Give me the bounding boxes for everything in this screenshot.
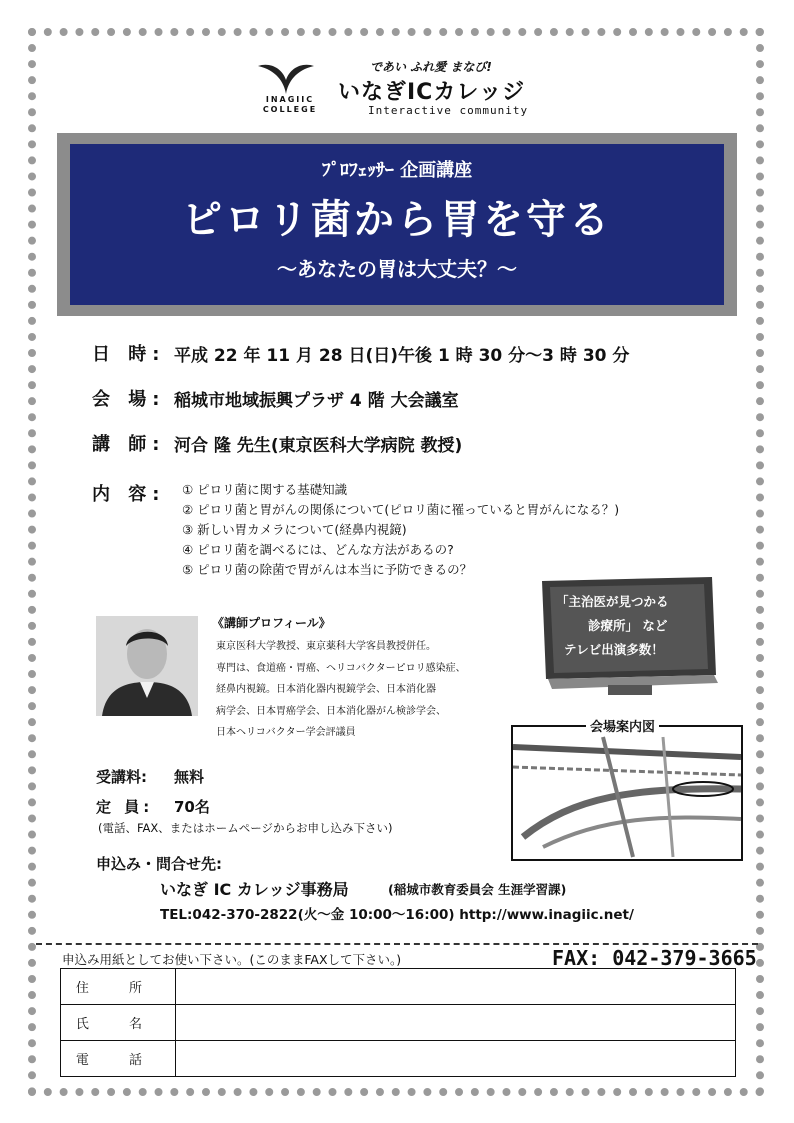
fee-value: 無料 bbox=[174, 768, 205, 786]
map-title: 会場案内図 bbox=[586, 716, 659, 735]
college-english-name: Interactive community bbox=[368, 104, 529, 117]
name-label: 氏 名 bbox=[61, 1005, 176, 1041]
list-item: ⑤ ピロリ菌の除菌で胃がんは本当に予防できるの？ bbox=[182, 562, 473, 577]
leaf-logo-icon bbox=[254, 58, 318, 96]
venue-label: 会 場: bbox=[92, 389, 166, 410]
venue-value: 稲城市地域振興プラザ 4 階 大会議室 bbox=[174, 391, 459, 411]
banner-kicker: ﾌﾟﾛﾌｪｯｻｰ 企画講座 bbox=[321, 160, 473, 181]
address-label: 住 所 bbox=[61, 969, 176, 1005]
title-banner bbox=[70, 144, 724, 305]
content-list bbox=[182, 480, 619, 580]
name-field[interactable] bbox=[176, 1005, 736, 1041]
profile-title: 《講師プロフィール》 bbox=[212, 616, 331, 630]
map-drawing bbox=[513, 727, 741, 859]
date-label: 日 時: bbox=[92, 344, 166, 365]
cut-line bbox=[36, 943, 758, 945]
content-label: 内 容: bbox=[92, 484, 166, 505]
college-name: いなぎICカレッジ bbox=[338, 80, 526, 105]
logo-badge: INAGIIC COLLEGE bbox=[262, 95, 318, 114]
venue-map bbox=[511, 725, 743, 861]
list-item: ① ピロリ菌に関する基礎知識 bbox=[182, 482, 348, 497]
table-row bbox=[61, 1041, 736, 1077]
fax-number: FAX: 042-379-3665 bbox=[552, 946, 757, 970]
phone-label: 電 話 bbox=[61, 1041, 176, 1077]
date-value: 平成 22 年 11 月 28 日(日)午後 1 時 30 分～3 時 30 分 bbox=[174, 346, 630, 366]
tv-appearance-text: 「主治医が見つかる 診療所」 など テレビ出演多数！ bbox=[556, 594, 669, 657]
phone-field[interactable] bbox=[176, 1041, 736, 1077]
application-form bbox=[60, 968, 736, 1077]
application-note: (電話、FAX、またはホームページからお申し込み下さい) bbox=[98, 821, 393, 835]
profile-body: 東京医科大学教授、東京薬科大学客員教授併任。 専門は、食道癌・胃癌、ヘリコバクターピロリ感染症、 経鼻内視鏡。日本消化器内視鏡学会、日本消化器 病学会、日本胃癌学会、日本消化器がん検診学会、 日本ヘリコバクター学会評議員 bbox=[216, 641, 466, 738]
table-row bbox=[61, 969, 736, 1005]
list-item: ③ 新しい胃カメラについて(経鼻内視鏡) bbox=[182, 522, 407, 537]
banner-title: ピロリ菌から胃を守る bbox=[182, 197, 612, 243]
logo-tagline: であい ふれ愛 まなび! bbox=[370, 60, 492, 74]
capacity-label: 定 員: bbox=[96, 798, 154, 816]
list-item: ④ ピロリ菌を調べるには、どんな方法があるの? bbox=[182, 542, 454, 557]
contact-office-sub: (稲城市教育委員会 生涯学習課) bbox=[388, 882, 567, 897]
address-field[interactable] bbox=[176, 969, 736, 1005]
capacity-value: 70名 bbox=[174, 798, 210, 816]
list-item: ② ピロリ菌と胃がんの関係について(ピロリ菌に罹っていると胃がんになる？) bbox=[182, 502, 620, 517]
contact-label: 申込み・問合せ先: bbox=[96, 855, 222, 873]
contact-tel: TEL:042-370-2822(火～金 10:00～16:00) http://www.inagiic.net/ bbox=[160, 907, 634, 923]
banner-subtitle: ～あなたの胃は大丈夫？～ bbox=[277, 257, 517, 281]
table-row bbox=[61, 1005, 736, 1041]
lecturer-label: 講 師: bbox=[92, 434, 166, 455]
lecturer-value: 河合 隆 先生(東京医科大学病院 教授) bbox=[174, 436, 463, 456]
fee-label: 受講料: bbox=[96, 768, 147, 786]
contact-office: いなぎ IC カレッジ事務局 bbox=[160, 880, 349, 899]
form-note: 申込み用紙としてお使い下さい。(このままFAXして下さい。) bbox=[62, 952, 402, 967]
lecturer-photo bbox=[96, 616, 198, 716]
